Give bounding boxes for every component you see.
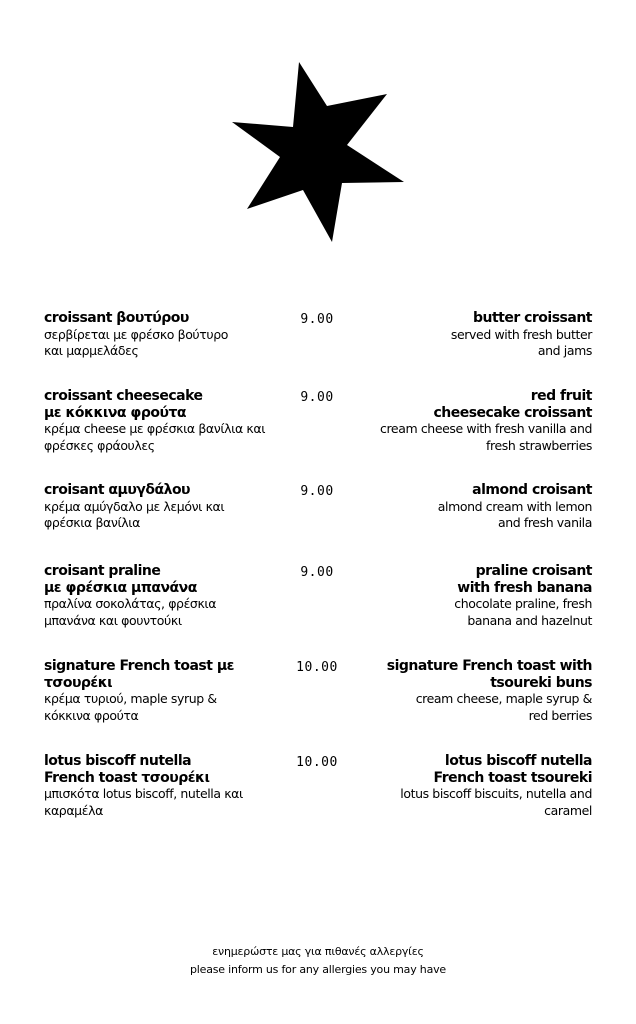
menu-item-desc-en: almond cream with lemon and fresh vanila <box>437 498 592 530</box>
menu-item-desc-gr: σερβίρεται με φρέσκο βούτυρο και μαρμελάδες <box>44 326 229 358</box>
menu-item-price: 9.00 <box>300 390 334 405</box>
menu-item-desc-gr: μπισκότα lotus biscoff, nutella και καραμέλα <box>44 786 243 818</box>
menu-item-price: 9.00 <box>300 312 334 327</box>
menu-item-price: 9.00 <box>300 484 334 499</box>
menu-item-greek <box>44 310 284 360</box>
menu-item-desc-en: lotus biscoff biscuits, nutella and caramel <box>400 786 592 818</box>
menu-item-english <box>352 753 592 819</box>
menu-item-desc-en: chocolate praline, fresh banana and hazelnut <box>454 596 592 628</box>
menu-item-price: 9.00 <box>300 565 334 580</box>
menu-item-desc-gr: κρέμα τυριού, maple syrup & κόκκινα φρούτα <box>44 691 217 723</box>
menu-item-english <box>352 388 592 454</box>
menu-item-title-gr: croisant αμυγδάλου <box>44 482 191 498</box>
menu-item-title-en: lotus biscoff nutella French toast tsoureki <box>433 753 592 786</box>
menu-item-title-en: almond croisant <box>472 482 592 498</box>
menu-item-title-gr: lotus biscoff nutella French toast τσουρέκι <box>44 753 210 786</box>
menu-item-desc-gr: κρέμα αμύγδαλο με λεμόνι και φρέσκια βανίλια <box>44 498 225 530</box>
menu-item-english <box>352 658 592 724</box>
menu-item-title-gr: croissant βουτύρου <box>44 310 189 326</box>
menu-item-desc-en: cream cheese with fresh vanilla and fresh strawberries <box>380 421 592 453</box>
menu-item-title-en: signature French toast with tsoureki buns <box>386 658 592 691</box>
menu-item-greek <box>44 482 284 532</box>
menu-item-desc-en: cream cheese, maple syrup & red berries <box>415 691 592 723</box>
menu-item-english <box>352 482 592 532</box>
menu-item-desc-gr: κρέμα cheese με φρέσκια βανίλια και φρέσκες φράουλες <box>44 421 266 453</box>
menu-item-desc-en: served with fresh butter and jams <box>450 326 592 358</box>
menu-item-price: 10.00 <box>296 755 338 770</box>
menu-item-greek <box>44 658 284 724</box>
star-icon <box>232 62 404 242</box>
menu-item-title-en: praline croisant with fresh banana <box>457 563 592 596</box>
menu-item-title-gr: croissant cheesecake με κόκκινα φρούτα <box>44 388 203 421</box>
menu-item-title-gr: croisant praline με φρέσκια μπανάνα <box>44 563 197 596</box>
menu-item-price: 10.00 <box>296 660 338 675</box>
menu-item-title-en: red fruit cheesecake croissant <box>433 388 592 421</box>
menu-item-greek <box>44 388 284 454</box>
menu-item-desc-gr: πραλίνα σοκολάτας, φρέσκια μπανάνα και φουντούκι <box>44 596 217 628</box>
menu-item-title-gr: signature French toast με τσουρέκι <box>44 658 234 691</box>
menu-item-english <box>352 563 592 629</box>
menu-item-title-en: butter croissant <box>472 310 592 326</box>
menu-item-greek <box>44 753 284 819</box>
allergy-notice-en: please inform us for any allergies you may have <box>190 963 446 976</box>
menu-item-english <box>352 310 592 360</box>
allergy-notice-gr: ενημερώστε μας για πιθανές αλλεργίες <box>212 945 424 958</box>
menu-item-greek <box>44 563 284 629</box>
